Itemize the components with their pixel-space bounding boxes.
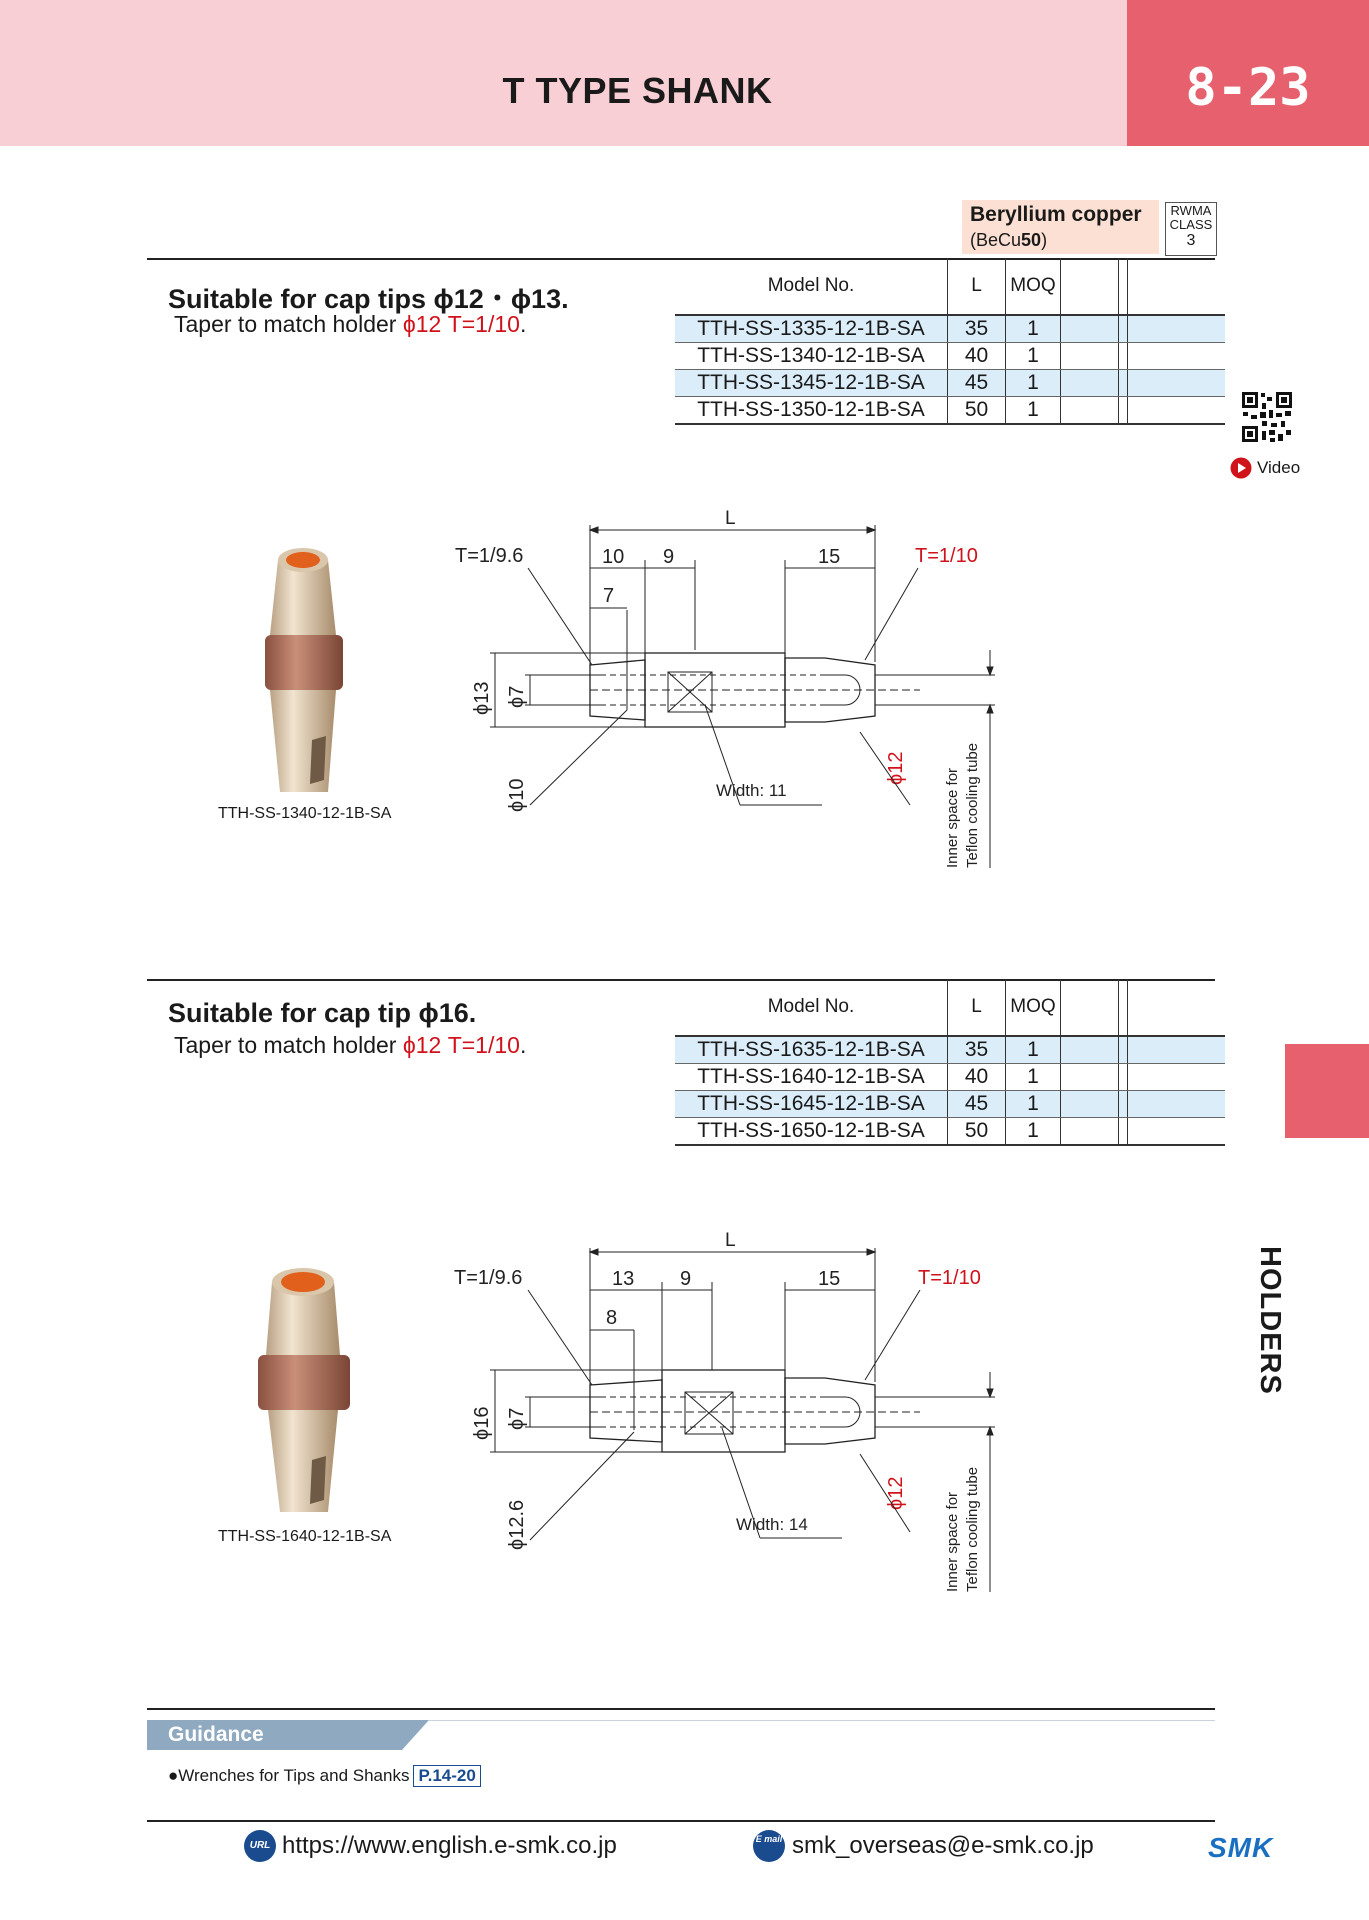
width-label: Width: 14 <box>736 1515 808 1534</box>
model-header: Model No. <box>675 258 948 315</box>
l-header: L <box>948 979 1006 1036</box>
cooling-tube-label: Teflon cooling tube <box>964 1466 981 1592</box>
section2-heading: Suitable for cap tip ϕ16. <box>168 998 477 1028</box>
table-row: TTH-SS-1335-12-1B-SA 35 1 <box>675 315 1225 343</box>
url-icon: URL <box>244 1830 276 1862</box>
l-header: L <box>948 258 1006 315</box>
dimension-1: 13 <box>612 1268 635 1290</box>
table-row: TTH-SS-1645-12-1B-SA 45 1 <box>675 1091 1225 1118</box>
rwma-class-label: CLASS <box>1169 217 1213 232</box>
section1-technical-drawing <box>440 500 1010 870</box>
dimension-3: 15 <box>818 1268 841 1290</box>
table-row: TTH-SS-1345-12-1B-SA 45 1 <box>675 370 1225 397</box>
phi-inner-label: ϕ7 <box>506 1407 528 1430</box>
page-number: 8-23 <box>1185 58 1311 118</box>
table-row: TTH-SS-1650-12-1B-SA 50 1 <box>675 1118 1225 1146</box>
table-row: TTH-SS-1640-12-1B-SA 40 1 <box>675 1064 1225 1091</box>
taper-left-label: T=1/9.6 <box>455 545 524 567</box>
cooling-tube-label: Teflon cooling tube <box>964 742 981 868</box>
phi-end-label: ϕ12 <box>885 1476 907 1510</box>
width-label: Width: 11 <box>716 781 787 800</box>
guidance-item: ●Wrenches for Tips and Shanks P.14-20 <box>168 1765 481 1787</box>
taper-right-label: T=1/10 <box>918 1267 981 1289</box>
smk-logo: SMK <box>1208 1832 1274 1863</box>
moq-header: MOQ <box>1006 258 1061 315</box>
dimension-2: 9 <box>680 1268 692 1290</box>
guidance-band <box>147 1720 1215 1750</box>
video-link[interactable]: Video <box>1257 458 1301 477</box>
phi-small-label: ϕ10 <box>506 778 528 812</box>
section2-technical-drawing <box>440 1220 1010 1600</box>
side-tab-marker <box>1285 1044 1369 1138</box>
rwma-class-value: 3 <box>1186 232 1196 249</box>
shank-product-image <box>250 1260 360 1520</box>
shank-product-image <box>250 540 360 800</box>
section2-model-table <box>675 979 1225 1146</box>
material-code: (BeCu50) <box>970 230 1048 250</box>
email-icon: E mail <box>753 1830 785 1862</box>
material-name: Beryllium copper <box>970 203 1142 226</box>
taper-right-label: T=1/10 <box>915 545 978 567</box>
page-title: T TYPE SHANK <box>502 70 773 111</box>
taper-left-label: T=1/9.6 <box>454 1267 523 1289</box>
product-caption: TTH-SS-1640-12-1B-SA <box>218 1528 392 1545</box>
footer-email-link[interactable]: smk_overseas@e-smk.co.jp <box>792 1832 1094 1859</box>
dimension-L: L <box>725 1230 736 1251</box>
phi-inner-label: ϕ7 <box>506 685 528 708</box>
guidance-page-link[interactable]: P.14-20 <box>413 1765 480 1787</box>
rwma-label: RWMA <box>1170 203 1212 218</box>
video-play-icon[interactable] <box>1230 457 1252 479</box>
dimension-4: 7 <box>603 585 615 607</box>
product-caption: TTH-SS-1340-12-1B-SA <box>218 805 392 822</box>
table-row: TTH-SS-1350-12-1B-SA 50 1 <box>675 397 1225 425</box>
section1-model-table <box>675 258 1225 425</box>
side-tab-label: HOLDERS <box>1254 1246 1286 1395</box>
dimension-1: 10 <box>602 546 625 568</box>
dimension-L: L <box>725 508 736 529</box>
inner-space-label: Inner space for <box>944 1491 961 1592</box>
guidance-label: Guidance <box>168 1723 264 1746</box>
section1-subheading: Taper to match holder ϕ12 T=1/10. <box>174 311 527 337</box>
table-row: TTH-SS-1340-12-1B-SA 40 1 <box>675 343 1225 370</box>
footer-url-link[interactable]: https://www.english.e-smk.co.jp <box>282 1832 617 1859</box>
inner-space-label: Inner space for <box>944 767 961 868</box>
section2-subheading: Taper to match holder ϕ12 T=1/10. <box>174 1032 527 1058</box>
phi-outer-label: ϕ16 <box>471 1406 493 1440</box>
guidance-divider <box>147 1708 1215 1710</box>
dimension-2: 9 <box>663 546 675 568</box>
dimension-4: 8 <box>606 1307 618 1329</box>
qr-code-icon[interactable] <box>1240 390 1294 444</box>
table-header-row <box>675 979 1225 1036</box>
phi-small-label: ϕ12.6 <box>506 1499 528 1550</box>
model-header: Model No. <box>675 979 948 1036</box>
footer-divider <box>147 1820 1215 1822</box>
phi-outer-label: ϕ13 <box>471 681 493 715</box>
moq-header: MOQ <box>1006 979 1061 1036</box>
table-header-row <box>675 258 1225 315</box>
table-row: TTH-SS-1635-12-1B-SA 35 1 <box>675 1036 1225 1064</box>
phi-end-label: ϕ12 <box>885 751 907 785</box>
dimension-3: 15 <box>818 546 841 568</box>
section1-heading: Suitable for cap tips ϕ12・ϕ13. <box>168 284 569 314</box>
